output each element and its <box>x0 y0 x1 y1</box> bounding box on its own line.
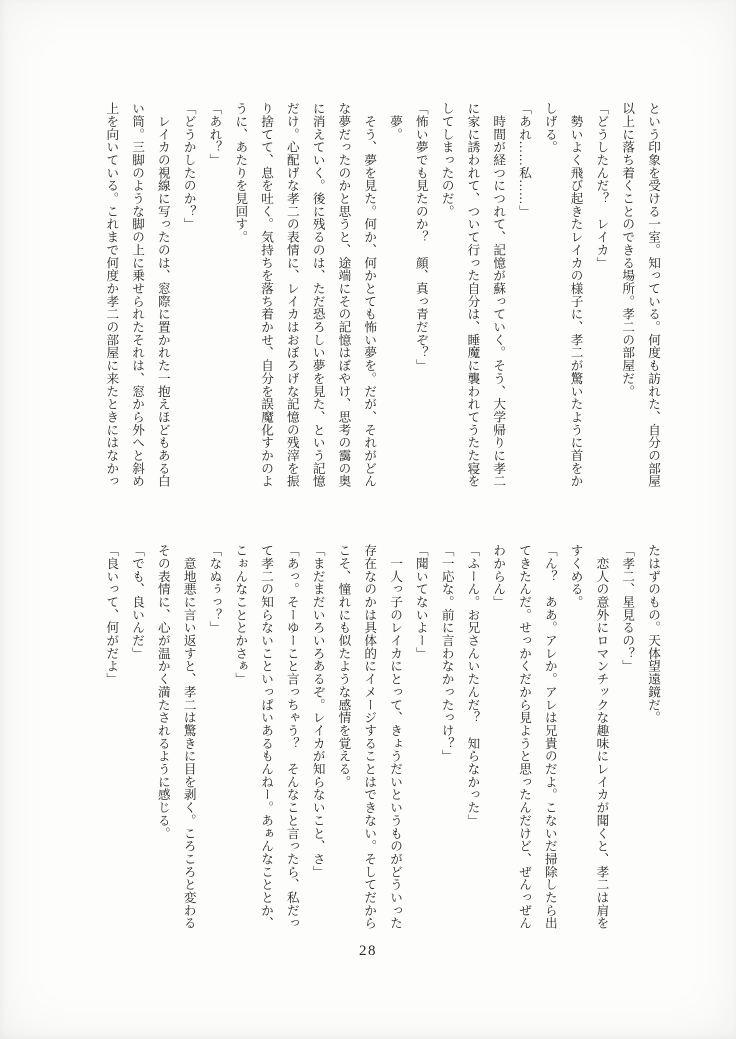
text-line: しげる。 <box>542 102 557 154</box>
text-line: うに、あたりを見回す。 <box>233 102 248 244</box>
text-line: 「でも、良いんだ」 <box>130 544 145 660</box>
text-line: 「ふーん。お兄さんいたんだ？ 知らなかった」 <box>465 544 480 827</box>
text-line: 夢。 <box>388 102 403 141</box>
text-line: してしまったのだ。 <box>439 102 454 218</box>
text-line: すくめる。 <box>568 544 583 609</box>
text-line: 以上に落ち着くことのできる場所。孝二の部屋だ。 <box>620 102 635 398</box>
text-line: に消えていく。後に残るのは、ただ恐ろしい夢を見た、という記憶 <box>310 102 325 488</box>
text-section-top <box>97 102 665 492</box>
text-line: 「怖い夢でも見たのか？ 顔、真っ青だぞ？」 <box>413 102 428 372</box>
text-line: わからん」 <box>491 544 506 609</box>
text-line: たはずのもの。天体望遠鏡だ。 <box>646 544 660 724</box>
text-line: こそ、憧れにも似たような感情を覚える。 <box>336 544 351 789</box>
text-line: 「なぬぅっ？」 <box>207 544 222 634</box>
text-line: てきたんだ。せっかくだから見ようと思ったんだけど、ぜんっぜん <box>517 544 532 930</box>
text-line: 「あっ。そーゆーこと言っちゃう？ そんなこと言ったら、私だっ <box>284 544 299 930</box>
text-line: こぉんなこととかさぁ」 <box>233 544 248 686</box>
text-line: レイカの視線に写ったのは、窓際に置かれた一抱えほどもある白 <box>155 102 170 488</box>
text-section-bottom <box>97 544 665 934</box>
text-line: な夢だったのかと思うと、途端にその記憶はぼやけ、思考の靄の奥 <box>336 102 351 488</box>
text-line: 上を向いている。これまで何度か孝二の部屋に来たときにはなかっ <box>104 102 119 488</box>
text-line: 時間が経つにつれて、記憶が蘇っていく。そう、大学帰りに孝二 <box>491 102 506 488</box>
text-line: 「あれ……私……」 <box>517 102 532 218</box>
text-line: その表情に、心が温かく満たされるように感じる。 <box>155 544 170 840</box>
text-line: 勢いよく飛び起きたレイカの様子に、孝二が驚いたように首をか <box>568 102 583 488</box>
text-line: 「どうしたんだ？ レイカ」 <box>594 102 609 270</box>
text-line: 「まだまだいろいろあるぞ。レイカが知らないこと、さ」 <box>310 544 325 879</box>
text-line: 恋人の意外にロマンチックな趣味にレイカが聞くと、孝二は肩を <box>594 544 609 930</box>
text-line: に家に誘われて、ついて行った自分は、睡魔に襲われてうたた寝を <box>465 102 480 488</box>
text-line: 「どうかしたのか？」 <box>181 102 196 231</box>
text-line: 一人っ子のレイカにとって、きょうだいというものがどういった <box>388 544 403 930</box>
text-line: 「ん？ ああ。アレか。アレは兄貴のだよ。こないだ掃除したら出 <box>542 544 557 930</box>
text-line: 意地悪に言い返すと、孝二は驚きに目を剥く。ころころと変わる <box>181 544 196 930</box>
text-line: 「良いって、何がだよ」 <box>104 544 119 686</box>
text-line: り捨てて、息を吐く。気持ちを落ち着かせ、自分を誤魔化すかのよ <box>259 102 274 488</box>
page-number: 28 <box>359 943 377 959</box>
text-line: そう、夢を見た。何か、何かとても怖い夢を。だが、それがどん <box>362 102 377 488</box>
text-line: 「一応な。前に言わなかったっけ？」 <box>439 544 454 763</box>
text-line: て孝二の知らないこといっぱいあるもんねー。あぁんなこととか、 <box>259 544 274 930</box>
text-line: 存在なのかは具体的にイメージすることはできない。そしてだから <box>362 544 377 930</box>
text-line: という印象を受ける一室。知っている。何度も訪れた、自分の部屋 <box>646 102 660 488</box>
text-line: だけ。心配げな孝二の表情に、レイカはおぼろげな記憶の残滓を振 <box>284 102 299 488</box>
text-line: 「あれ？」 <box>207 102 222 167</box>
text-line: 「聞いてないよー」 <box>413 544 428 660</box>
text-line: い筒。三脚のような脚の上に乗せられたそれは、窓から外へと斜め <box>130 102 145 488</box>
text-line: 「孝二、星見るの？」 <box>620 544 635 673</box>
